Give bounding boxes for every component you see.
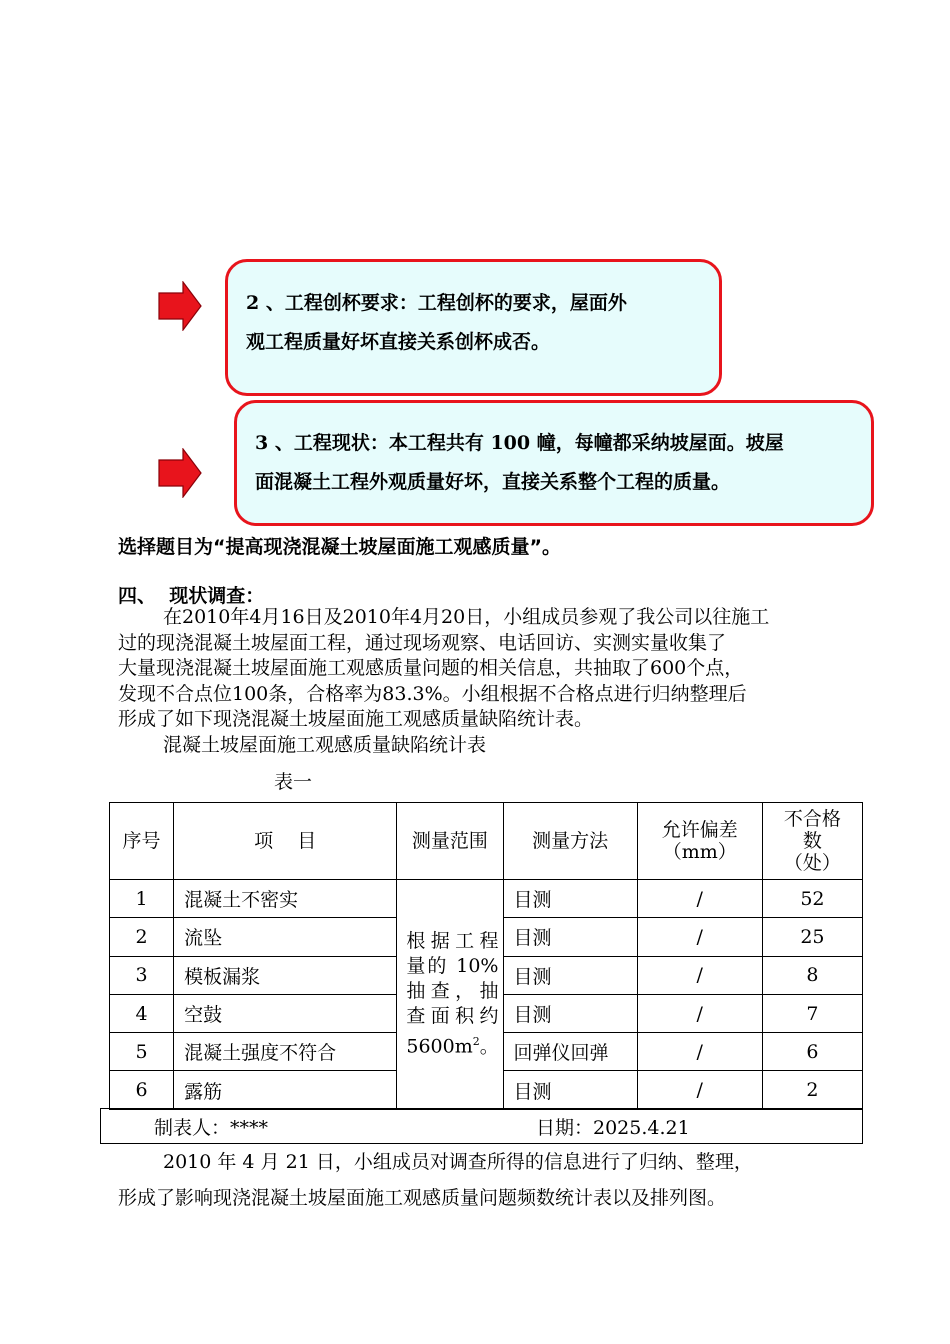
cell-method: 目测 bbox=[503, 918, 637, 956]
cell-seq: 6 bbox=[110, 1071, 174, 1109]
section-heading: 四、 现状调查： bbox=[118, 585, 265, 607]
cell-item: 混凝土强度不符合 bbox=[174, 1033, 397, 1071]
paragraph-line: 在2010年4月16日及2010年4月20日，小组成员参观了我公司以往施工 bbox=[163, 606, 770, 628]
header-tolerance-unit: （mm） bbox=[662, 841, 737, 863]
cell-method: 目测 bbox=[503, 1071, 637, 1109]
cell-count: 7 bbox=[762, 994, 862, 1032]
cell-method: 目测 bbox=[503, 994, 637, 1032]
cell-item: 空鼓 bbox=[174, 994, 397, 1032]
header-tolerance-line: 允许偏差 bbox=[661, 819, 738, 841]
callout-line: 3 、工程现状：本工程共有 100 幢，每幢都采纳坡屋面。坡屋 bbox=[255, 432, 784, 454]
table-row bbox=[110, 880, 863, 918]
cell-tolerance: / bbox=[637, 1071, 762, 1109]
header-seq: 序号 bbox=[110, 803, 174, 880]
table-caption: 混凝土坡屋面施工观感质量缺陷统计表 bbox=[163, 733, 487, 756]
cell-tolerance: / bbox=[637, 1033, 762, 1071]
paragraph-line: 形成了如下现浇混凝土坡屋面施工观感质量缺陷统计表。 bbox=[118, 708, 594, 730]
defect-statistics-table bbox=[109, 802, 863, 1110]
callout-line: 面混凝土工程外观质量好坏，直接关系整个工程的质量。 bbox=[255, 471, 731, 493]
callout-box-status bbox=[234, 400, 874, 526]
header-count-line: （处） bbox=[783, 852, 841, 874]
cell-count: 2 bbox=[762, 1071, 862, 1109]
callout-line: 2 、工程创杯要求：工程创杯的要求，屋面外 bbox=[246, 292, 627, 314]
cell-item: 混凝土不密实 bbox=[174, 880, 397, 918]
callout-line: 观工程质量好坏直接关系创杯成否。 bbox=[246, 331, 551, 353]
right-arrow-icon bbox=[158, 448, 202, 498]
table-footer bbox=[100, 1108, 863, 1144]
paragraph-line: 2010 年 4 月 21 日，小组成员对调查所得的信息进行了归纳、整理， bbox=[163, 1151, 753, 1173]
cell-method: 目测 bbox=[503, 880, 637, 918]
cell-tolerance: / bbox=[637, 880, 762, 918]
header-count-line: 不合格 bbox=[783, 808, 841, 830]
range-text-end: 。 bbox=[479, 1035, 499, 1058]
header-count bbox=[762, 803, 862, 880]
right-arrow-icon bbox=[158, 281, 202, 331]
cell-seq: 3 bbox=[110, 956, 174, 994]
header-range: 测量范围 bbox=[397, 803, 503, 880]
cell-method: 回弹仪回弹 bbox=[503, 1033, 637, 1071]
cell-item: 模板漏浆 bbox=[174, 956, 397, 994]
cell-method: 目测 bbox=[503, 956, 637, 994]
cell-seq: 5 bbox=[110, 1033, 174, 1071]
cell-tolerance: / bbox=[637, 994, 762, 1032]
table-label: 表一 bbox=[274, 771, 313, 793]
header-count-line: 数 bbox=[802, 830, 822, 852]
callout-box-requirement bbox=[225, 259, 722, 396]
cell-range bbox=[397, 880, 503, 1110]
cell-seq: 4 bbox=[110, 994, 174, 1032]
cell-count: 8 bbox=[762, 956, 862, 994]
table-date: 日期：2025.4.21 bbox=[536, 1117, 690, 1139]
paragraph-line: 过的现浇混凝土坡屋面工程，通过现场观察、电话回访、实测实量收集了 bbox=[118, 631, 727, 654]
range-superscript: 2 bbox=[472, 1035, 480, 1049]
paragraph-line: 大量现浇混凝土坡屋面施工观感质量问题的相关信息，共抽取了600个点， bbox=[118, 657, 744, 679]
closing-paragraph bbox=[118, 1144, 753, 1216]
paragraph-line: 形成了影响现浇混凝土坡屋面施工观感质量问题频数统计表以及排列图。 bbox=[118, 1187, 727, 1209]
cell-count: 52 bbox=[762, 880, 862, 918]
range-text: 根据工程量的 10%抽查，抽查面积约 5600m bbox=[406, 930, 499, 1058]
cell-seq: 2 bbox=[110, 918, 174, 956]
header-item: 项 目 bbox=[174, 803, 397, 880]
cell-count: 25 bbox=[762, 918, 862, 956]
survey-paragraph bbox=[118, 605, 769, 758]
cell-tolerance: / bbox=[637, 918, 762, 956]
cell-tolerance: / bbox=[637, 956, 762, 994]
topic-statement: 选择题目为“提高现浇混凝土坡屋面施工观感质量”。 bbox=[118, 536, 561, 558]
table-header-row bbox=[110, 803, 863, 880]
header-tolerance bbox=[637, 803, 762, 880]
cell-item: 流坠 bbox=[174, 918, 397, 956]
header-method: 测量方法 bbox=[503, 803, 637, 880]
cell-seq: 1 bbox=[110, 880, 174, 918]
paragraph-line: 发现不合点位100条，合格率为83.3%。小组根据不合格点进行归纳整理后 bbox=[118, 682, 747, 705]
cell-count: 6 bbox=[762, 1033, 862, 1071]
table-maker: 制表人：**** bbox=[154, 1117, 269, 1139]
cell-item: 露筋 bbox=[174, 1071, 397, 1109]
